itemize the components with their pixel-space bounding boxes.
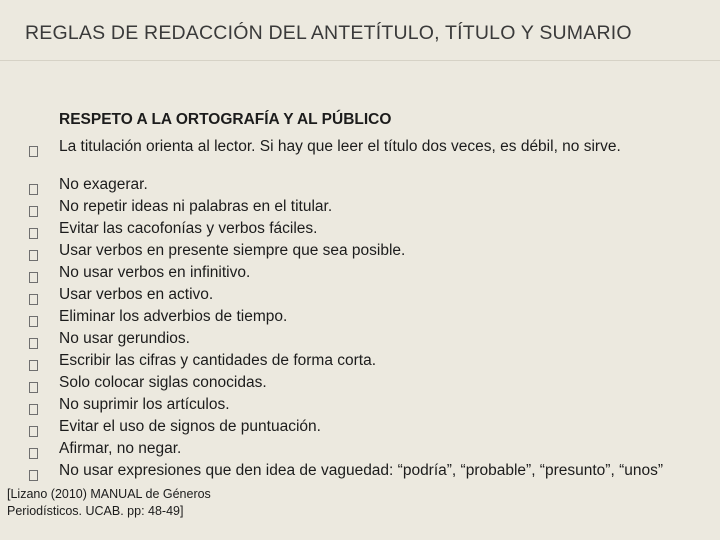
slide-title: REGLAS DE REDACCIÓN DEL ANTETÍTULO, TÍTULO Y SUMARIO [25, 22, 632, 44]
list-item [0, 287, 700, 307]
title-divider [0, 60, 720, 61]
list-item [0, 221, 700, 241]
list-item [0, 139, 700, 159]
bullet-text: Evitar las cacofonías y verbos fáciles. [59, 220, 318, 237]
square-bullet-icon [29, 426, 38, 437]
list-item [0, 331, 700, 351]
square-bullet-icon [29, 404, 38, 415]
list-item [0, 309, 700, 329]
bullet-text: Solo colocar siglas conocidas. [59, 374, 267, 391]
bullet-text: Escribir las cifras y cantidades de forma corta. [59, 352, 377, 369]
square-bullet-icon [29, 206, 38, 217]
square-bullet-icon [29, 338, 38, 349]
square-bullet-icon [29, 448, 38, 459]
square-bullet-icon [29, 272, 38, 283]
list-item [0, 265, 700, 285]
list-item [0, 177, 700, 197]
square-bullet-icon [29, 382, 38, 393]
bullet-text: Afirmar, no negar. [59, 440, 182, 457]
list-item [0, 353, 700, 373]
square-bullet-icon [29, 250, 38, 261]
list-item [0, 441, 700, 461]
bullet-text: Eliminar los adverbios de tiempo. [59, 308, 288, 325]
list-item [0, 199, 700, 219]
list-item [0, 463, 700, 483]
square-bullet-icon [29, 228, 38, 239]
list-item [0, 375, 700, 395]
square-bullet-icon [29, 184, 38, 195]
list-item [0, 243, 700, 263]
list-item [0, 419, 700, 439]
section-subheading: RESPETO A LA ORTOGRAFÍA Y AL PÚBLICO [59, 111, 392, 128]
bullet-text: Usar verbos en activo. [59, 286, 214, 303]
list-item [0, 397, 700, 417]
citation: [Lizano (2010) MANUAL de Géneros Periodísticos. UCAB. pp: 48-49] [7, 487, 211, 518]
square-bullet-icon [29, 294, 38, 305]
bullet-text: La titulación orienta al lector. Si hay que leer el título dos veces, es débil, no sirve. [59, 138, 621, 155]
bullet-text: No usar gerundios. [59, 330, 190, 347]
square-bullet-icon [29, 316, 38, 327]
bullet-text: No suprimir los artículos. [59, 396, 230, 413]
bullet-text: No repetir ideas ni palabras en el titular. [59, 198, 333, 215]
bullet-text: No usar expresiones que den idea de vaguedad: “podría”, “probable”, “presunto”, “unos” [59, 462, 664, 479]
bullet-text: No usar verbos en infinitivo. [59, 264, 251, 281]
bullet-text: No exagerar. [59, 176, 148, 193]
square-bullet-icon [29, 470, 38, 481]
square-bullet-icon [29, 360, 38, 371]
square-bullet-icon [29, 146, 38, 157]
bullet-text: Evitar el uso de signos de puntuación. [59, 418, 321, 435]
bullet-text: Usar verbos en presente siempre que sea posible. [59, 242, 406, 259]
